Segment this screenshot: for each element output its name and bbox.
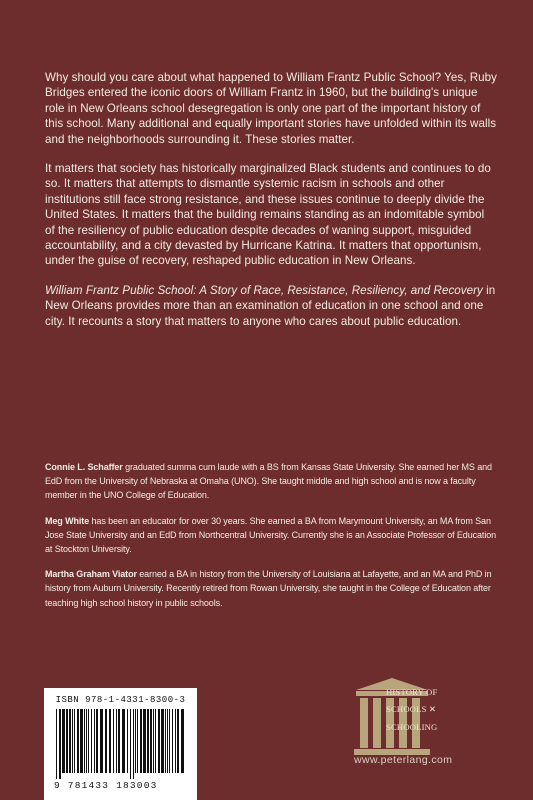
barcode-bar [175,709,176,773]
barcode-bar [100,709,103,773]
barcode-bar [169,709,170,773]
series-line: SCHOOLING [386,722,438,732]
author-name: Meg White [45,515,90,526]
author-name: Connie L. Schaffer [45,462,123,472]
author-bio-text: earned a BA in history from the University of Louisiana at Lafayette, and an MA and PhD in history from Auburn University. Recently retired from Rowan University, she taught in the College of Education after teaching high school history in public schools. [45,569,492,608]
barcode-bar [150,709,152,773]
barcode-icon [54,709,187,779]
barcode-bar [59,709,61,779]
barcode-bar [122,709,125,773]
barcode-bar [66,709,68,773]
barcode-bar [143,709,146,773]
barcode-bar [94,709,95,773]
barcode-bar [155,709,156,773]
barcode-bar [133,709,134,779]
barcode-digits: 9 781433 183003 [54,780,158,791]
author-bio-text: has been an educator for over 30 years. She earned a BA from Marymount University, an MA from San Jose State University and an EdD from Northcentral University. Currently she is an Associate Professor of Education at Stockton University. [45,515,497,555]
author-bio [45,514,497,557]
blurb-paragraph-2: It matters that society has historically marginalized Black students and continues to do so. It matters that attempts to dismantle systemic racism in schools and other institutions still face strong resistance, and these issues continue to deeply divide the United States. It matters that the building remains standing as an indomitable symbol of the resiliency of public education despite decades of waning support, misguided accountability, and a city devasted by Hurricane Katrina. It matters that opportunism, under the guise of recovery, reshaped public education in New Orleans. [45,162,491,268]
isbn-number: ISBN 978-1-4331-8300-3 [55,695,186,705]
barcode-bar [96,709,98,773]
barcode-bar [84,709,85,773]
back-cover-blurb [45,70,497,329]
barcode-bar [181,709,184,773]
author-bios [45,460,497,621]
barcode-bar [56,709,57,779]
barcode-bar [137,709,138,773]
barcode-bar [135,709,136,773]
barcode-bar [177,709,179,773]
book-title: William Frantz Public School: A Story of Race, Resistance, Resiliency, and Recovery [45,283,483,297]
barcode-bar [165,709,166,773]
barcode-bar [86,709,87,773]
barcode-bar [153,709,154,773]
barcode-bar [109,709,111,773]
barcode-bar [140,709,142,773]
barcode-bar [80,709,83,773]
author-bio [45,460,497,503]
barcode-bar [161,709,164,773]
isbn-barcode [44,688,197,800]
blurb-paragraph-3-text: in New Orleans provides more than an examination of education in one school and one city. It recounts a story that matters to anyone who cares about public education. [45,283,496,328]
blurb-paragraph-1: Why should you care about what happened to William Frantz Public School? Yes, Ruby Bridges entered the iconic doors of William Frantz in 1960, but the building's unique role in New Orleans school desegregation is only one part of the important history of this school. Many additional and equally important stories have unfolded within its walls and the neighborhoods surrounding it. These stories matter. [45,71,497,146]
barcode-bar [118,709,120,773]
series-line: SCHOOLS ✕ [386,704,437,714]
blurb-paragraph-3 [45,283,497,329]
barcode-bar [172,709,173,773]
publisher-website[interactable]: www.peterlang.com [354,754,453,766]
barcode-bar [91,709,92,773]
barcode-bar [62,709,65,773]
barcode-bar [72,709,73,773]
barcode-bar [167,709,168,773]
author-bio [45,567,497,610]
barcode-bar [113,709,114,773]
barcode-bar [77,709,79,773]
barcode-bar [69,709,71,773]
barcode-bar [147,709,149,773]
author-name: Martha Graham Viator [45,569,137,580]
barcode-bar [88,709,89,773]
barcode-bar [158,709,160,773]
barcode-bar [130,709,131,779]
author-bio-text: graduated summa cum laude with a BS from Kansas State University. She earned her MS and EdD from the University of Nebraska at Omaha (UNO). She taught middle and high school and is now a faculty member in the UNO College of Education. [45,462,492,501]
series-line: HISTORY OF [386,687,438,697]
barcode-bar [105,709,107,773]
barcode-bar [74,709,75,773]
barcode-bar [127,709,128,773]
barcode-bar [116,709,117,773]
